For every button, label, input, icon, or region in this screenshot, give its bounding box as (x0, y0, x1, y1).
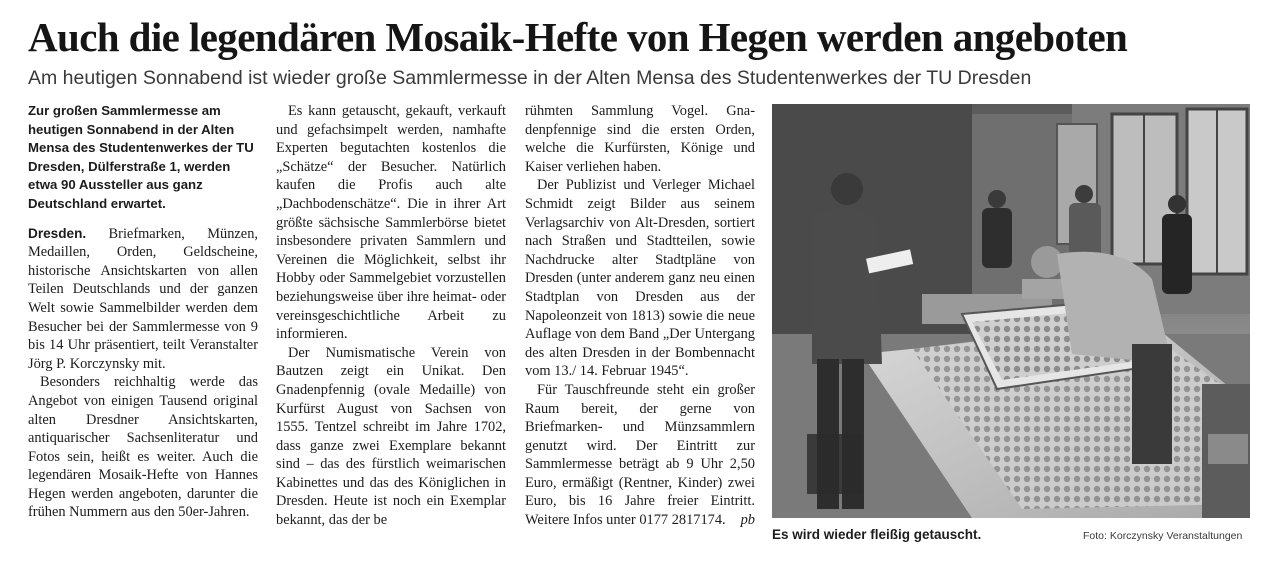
body-paragraph: Der Numismatische Verein von Bautzen zeigt ein Unikat. Den Gnadenpfennig (ovale Medaille) von Kurfürst August von Sachsen von 1555. Tentzel schreibt im Jahre 1702, dass ganze zwei Exemplare bekannt sind – das des fürstlich weimarischen Kabinettes und das des Königlichen in Dresden. Heute ist noch ein Exemplar bekannt, das der be (276, 344, 506, 529)
body-paragraph (525, 381, 755, 530)
photo-credit: Foto: Korczynsky Veranstaltungen (1083, 530, 1243, 542)
paragraph-text: Briefmarken, Münzen, Medaillen, Orden, Geldscheine, historische Ansichtskarten von allen Teilen Deutschlands und der ganzen Welt sowie Sammelbilder werden dem Besucher bei der Sammlermesse von 9 bis 14 Uhr präsentiert, teilt Veranstalter Jörg P. Korczynsky mit. (28, 225, 258, 372)
paragraph-text: Für Tauschfreunde steht ein großer Raum bereit, der gerne von Briefmarken- und Münzsammlern genutzt wird. Der Eintritt zur Sammlermesse beträgt ab 9 Uhr 2,50 Euro, ermäßigt (Rentner, Kinder) zwei Euro, bis 16 Jahre freier Eintritt. Weitere Infos unter 0177 2817174. (525, 381, 755, 529)
body-paragraph: Der Publizist und Verleger Michael Schmidt zeigt Bilder aus seinem Verlagsarchiv von Alt-Dresden, sortiert nach Straßen und Stadtteilen, sowie Nachdrucke alter Stadtpläne von Dresden (unter anderem ganz neu einen Stadtplan von Dresden aus der Napoleonzeit von 1813) sowie die neue Auflage von dem Band „Der Untergang des alten Dresden in der Bombennacht vom 13./ 14. Februar 1945“. (525, 177, 755, 380)
dateline: Dresden. (28, 225, 87, 241)
body-paragraph: Besonders reichhaltig werde das Angebot von einigen Tausend original alten Dresdner Ansichtskarten, antiquarischer Sachsenliteratur und Fotos sein, heißt es weiter. Auch die legendären Mosaik-Hefte von Hannes Hegen werden angeboten, darunter die frühen Nummern aus den 50er-Jahren. (28, 374, 258, 521)
article-photo (772, 104, 1250, 518)
intro-paragraph: Zur großen Sammlermesse am heutigen Sonnabend in der Alten Mensa des Studentenwerkes der TU Dresden, Dülferstraße 1, werden etwa 90 Aussteller aus ganz Deutschland erwartet. (28, 103, 254, 211)
author-initials: pb (740, 512, 755, 529)
text-column-1 (28, 102, 258, 552)
collectors-fair-photo-illustration (772, 104, 1250, 518)
body-paragraph: rühmten Sammlung Vogel. Gnadenpfennige sind die ersten Orden, welche die Kurfürsten, Könige und Kaiser verliehen haben. (525, 103, 755, 175)
body-paragraph: Es kann getauscht, gekauft, verkauft und gefachsimpelt werden, namhafte Experten begutachten kostenlos die „Schätze“ der Besucher. Natürlich kaufen die Profis auch alte „Dachbodenschätze“. Die in ihrer Art größte sächsische Sammlerbörse bietet insbesondere privaten Sammlern und Vereinen die Möglichkeit, selbst ihr Hobby oder Sammelgebiet vorzustellen beziehungsweise über ihre heimat- oder vereinsgeschichtliche Arbeit zu informieren. (276, 103, 506, 343)
headline: Auch die legendären Mosaik-Hefte von Hegen werden angeboten (28, 14, 1128, 60)
photo-caption: Es wird wieder fleißig getauscht. (772, 527, 982, 542)
body-paragraph (28, 225, 258, 374)
subheadline: Am heutigen Sonnabend ist wieder große Sammlermesse in der Alten Mensa des Studentenwerkes der TU Dresden (28, 67, 1032, 89)
text-column-3 (525, 102, 755, 552)
text-column-2 (276, 102, 506, 552)
